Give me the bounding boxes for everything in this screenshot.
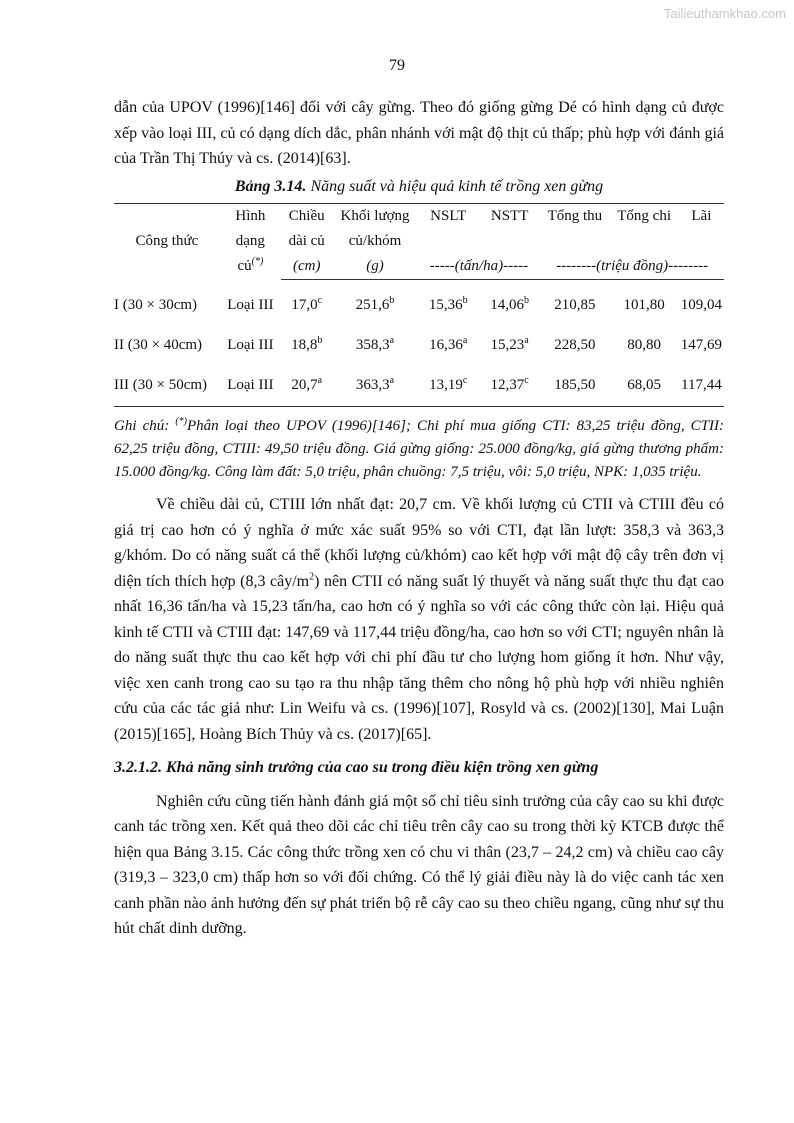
row-shape: Loại III (227, 337, 274, 354)
row-length: 18,8$^b$ (291, 335, 323, 354)
row-profit: 147,69 (680, 337, 722, 354)
row-formula: III (30 × 50cm) (114, 366, 220, 407)
header-nstt: NSTT (479, 204, 540, 255)
unit-length: (cm) (281, 254, 333, 280)
table-caption-label: Bảng 3.14. (234, 177, 307, 195)
table-note: Ghi chú: (*)Phân loại theo UPOV (1996)[146]; Chi phí mua giống CTI: 83,25 triệu đồng, CTII: 62,25 triệu đồng, CTIII: 49,50 triệu đồng. Giá gừng giống: 25.000 đồng/kg, giá gừng thương phẩm: 15.000 đồng/kg. Công làm đất: 5,0 triệu, phân chuồng: 7,5 triệu, vôi: 5,0 triệu, NPK: 1,035 triệu. (114, 416, 725, 480)
header-revenue: Tổng thu (540, 204, 609, 255)
watermark: Tailieuthamkhao.com (663, 6, 786, 21)
header-cost: Tổng chi (610, 204, 679, 255)
row-shape: Loại III (220, 366, 281, 407)
table-header-row (114, 204, 724, 255)
unit-money: --------(triệu đồng)-------- (540, 254, 724, 280)
row-shape: Loại III (227, 297, 274, 313)
header-mass: Khối lượng củ/khóm (333, 204, 418, 255)
row-mass: 251,6$^b$ (355, 295, 395, 314)
row-profit: 117,44 (679, 366, 724, 407)
row-nslt: 16,36$^a$ (429, 335, 468, 354)
section-heading: 3.2.1.2. Khả năng sinh trưởng của cao su trong điều kiện trồng xen gừng (114, 759, 599, 776)
page-content (114, 95, 724, 942)
row-revenue: 210,85 (554, 297, 596, 314)
discussion-paragraph: Về chiều dài củ, CTIII lớn nhất đạt: 20,7 cm. Về khối lượng củ CTII và CTIII đều có giá trị cao hơn có ý nghĩa ở mức xác suất 95% so với CTI, đạt lần lượt: 358,3 và 363,3 g/khóm. Do có năng suất cá thể (khối lượng củ/khóm) cao kết hợp với mật độ cây trên đơn vị diện tích thích hợp (8,3 cây/$m^2$) nên CTII có năng suất lý thuyết và năng suất thực thu đạt cao nhất 16,36 tấn/ha và 15,23 tấn/ha, cao hơn có ý nghĩa so với các công thức còn lại. Hiệu quả kinh tế CTII và CTIII đạt: 147,69 và 117,44 triệu đồng/ha, cao hơn so với CTI; nguyên nhân là do năng suất thực thu cao kết hợp với chi phí đầu tư cho lượng hom giống ít hơn. Như vậy, việc xen canh trong cao su tạo ra thu nhập tăng thêm cho nông hộ phù hợp với nhiều nghiên cứu của các tác giả như: Lin Weifu và cs. (1996)[107], Rosyld và cs. (2002)[130], Mai Luận (2015)[165], Hoàng Bích Thủy và cs. (2017)[65]. (114, 496, 724, 743)
row-cost: 68,05 (610, 366, 679, 407)
unit-yield: -----(tấn/ha)----- (418, 254, 541, 280)
row-cost: 101,80 (623, 297, 665, 314)
row-formula: I (30 × 30cm) (114, 297, 198, 313)
intro-paragraph: dẫn của UPOV (1996)[146] đối với cây gừng. Theo đó giống gừng Dé có hình dạng củ được xếp vào loại III, củ có dạng dích dắc, phân nhánh với mật độ thịt củ thấp; phù hợp với đánh giá của Trần Thị Thúy và cs. (2014)[63]. (114, 99, 724, 167)
row-nstt: 15,23$^a$ (490, 335, 529, 354)
unit-mass: (g) (333, 254, 418, 280)
row-length: 17,0$^c$ (291, 295, 323, 314)
header-nslt: NSLT (418, 204, 479, 255)
table-row (114, 326, 724, 366)
header-length: Chiều dài củ (281, 204, 333, 255)
growth-paragraph: Nghiên cứu cũng tiến hành đánh giá một số chỉ tiêu sinh trưởng của cây cao su khi được canh tác trồng xen. Kết quả theo dõi các chỉ tiêu trên cây cao su trong thời kỳ KTCB được thể hiện qua Bảng 3.15. Các công thức trồng xen có chu vi thân (23,7 – 24,2 cm) và chiều cao cây (319,3 – 323,0 cm) thấp hơn so với đối chứng. Có thể lý giải điều này là do việc canh tác xen canh phần nào ảnh hưởng đến sự phát triển bộ rễ cây cao su theo chiều ngang, cũng như sự thu hút chất dinh dưỡng. (114, 792, 724, 937)
row-cost: 80,80 (627, 337, 661, 354)
row-mass: 358,3$^a$ (355, 335, 395, 354)
yield-economics-table (114, 203, 724, 407)
header-formula: Công thức (114, 204, 220, 280)
row-length: 20,7$^a$ (281, 366, 333, 407)
table-row (114, 280, 724, 327)
row-nstt: 14,06$^b$ (490, 295, 529, 314)
header-shape: Hình dạng củ(*) (220, 204, 281, 280)
row-nslt: 13,19$^c$ (418, 366, 479, 407)
table-caption (114, 174, 724, 200)
row-nslt: 15,36$^b$ (428, 295, 468, 314)
page-number: 79 (389, 57, 405, 74)
row-mass: 363,3$^a$ (333, 366, 418, 407)
header-profit: Lãi (679, 204, 724, 255)
row-revenue: 228,50 (554, 337, 596, 354)
table-row (114, 366, 724, 407)
row-profit: 109,04 (680, 297, 722, 314)
table-caption-text: Năng suất và hiệu quả kinh tế trồng xen gừng (306, 177, 604, 195)
row-revenue: 185,50 (540, 366, 609, 407)
row-formula: II (30 × 40cm) (114, 337, 203, 354)
row-nstt: 12,37$^c$ (479, 366, 540, 407)
